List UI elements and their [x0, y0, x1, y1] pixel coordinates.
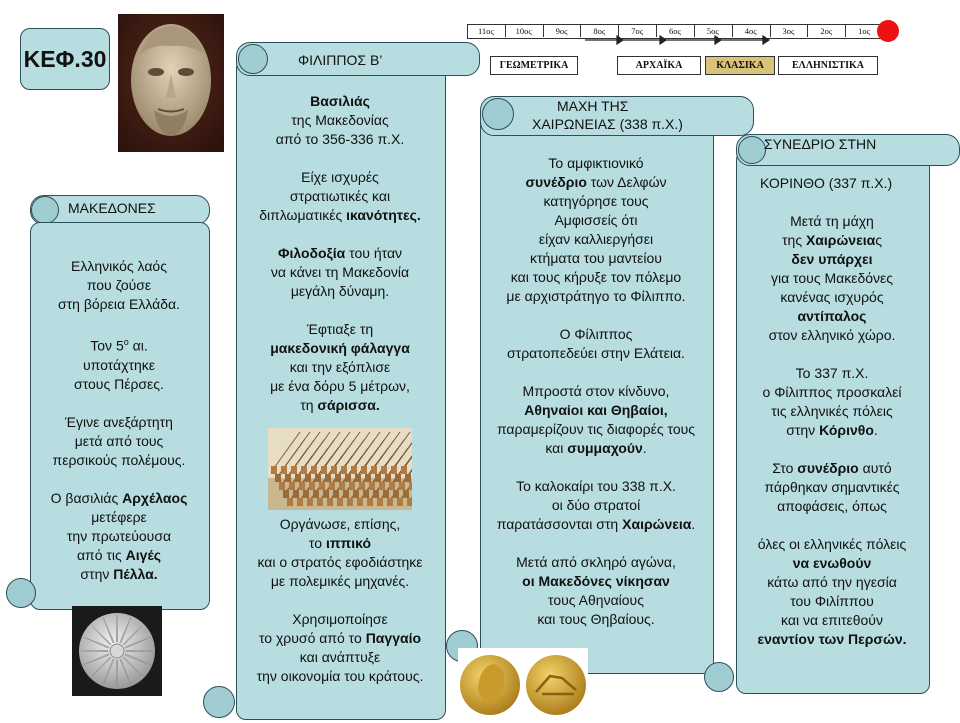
soldier: [349, 482, 355, 490]
soldier: [373, 490, 379, 498]
soldier: [337, 498, 343, 506]
soldier: [379, 482, 385, 490]
corinth-text: [736, 212, 928, 649]
soldier: [313, 490, 319, 498]
soldier: [363, 490, 369, 498]
timeline-century: 9ος: [543, 25, 582, 37]
soldier: [289, 482, 295, 490]
soldier: [391, 466, 397, 474]
chaeronea-line: οι δύο στρατοί: [551, 497, 641, 513]
soldier: [329, 482, 335, 490]
soldier: [377, 498, 383, 506]
corinth-line: Στο συνέδριο αυτό: [772, 460, 892, 476]
soldier: [403, 490, 409, 498]
philip-line: την οικονομία του κράτους.: [256, 668, 424, 684]
chaeronea-line: Αθηναίοι και Θηβαίοι,: [524, 402, 668, 418]
macedonians-line: την πρωτεύουσα: [66, 527, 172, 544]
soldier: [311, 466, 317, 474]
soldier: [297, 498, 303, 506]
soldier: [315, 474, 321, 482]
corinth-title-line1: ΣΥΝΕΔΡΙΟ ΣΤΗΝ: [764, 136, 877, 152]
philip-line: [236, 301, 444, 320]
chaeronea-line: συνέδριο των Δελφών: [525, 174, 667, 190]
era-geometric: ΓΕΩΜΕΤΡΙΚΑ: [490, 56, 578, 75]
corinth-line: ο Φίλιππος προσκαλεί: [762, 384, 902, 400]
timeline-century: 2ος: [807, 25, 846, 37]
chaeronea-title-line1: ΜΑΧΗ ΤΗΣ: [557, 98, 629, 114]
soldier: [317, 498, 323, 506]
soldier: [401, 466, 407, 474]
philip-line: και ανάπτυξε: [299, 649, 381, 665]
macedonians-line: [30, 470, 208, 489]
soldier: [355, 474, 361, 482]
soldier: [395, 474, 401, 482]
soldier: [283, 490, 289, 498]
era-archaic: ΑΡΧΑΪΚΑ: [617, 56, 701, 75]
macedonians-text: [30, 257, 208, 584]
soldier: [271, 466, 277, 474]
soldier: [385, 474, 391, 482]
soldier: [399, 482, 405, 490]
corinth-title-line2: ΚΟΡΙΝΘΟ (337 π.Χ.): [760, 175, 893, 191]
soldier: [325, 474, 331, 482]
soldier: [347, 498, 353, 506]
philip-line: [236, 225, 444, 244]
soldier: [405, 474, 411, 482]
timeline-century: 4ος: [732, 25, 771, 37]
corinth-line: Μετά τη μάχη: [790, 213, 874, 229]
soldier: [381, 466, 387, 474]
macedonians-line: Τον $5^o$ αι.: [90, 337, 148, 354]
timeline-century: 3ος: [770, 25, 809, 37]
philip-line: Βασιλιάς: [310, 93, 370, 109]
vergina-sun-image: [72, 606, 162, 696]
philip-line: Έφτιαξε τη: [306, 321, 374, 337]
soldier: [319, 482, 325, 490]
soldier: [291, 466, 297, 474]
corinth-line: της Χαιρώνειας: [782, 232, 882, 248]
soldier: [351, 466, 357, 474]
soldier: [343, 490, 349, 498]
corinth-line: [736, 440, 928, 459]
soldier: [293, 490, 299, 498]
philip-line: και την εξόπλισε: [289, 359, 391, 375]
soldier: [307, 498, 313, 506]
corinth-line: αντίπαλος: [797, 308, 867, 324]
soldier: [371, 466, 377, 474]
philip-line: [236, 591, 444, 610]
timeline-century: 10ος: [505, 25, 544, 37]
soldier: [407, 498, 412, 506]
chaeronea-line: κτήματα του μαντείου: [530, 250, 662, 266]
corinth-line: κανένας ισχυρός: [780, 289, 884, 305]
philip-text-top: [236, 92, 444, 415]
chaeronea-line: Μετά από σκληρό αγώνα,: [516, 554, 676, 570]
corinth-line: αποφάσεις, όπως: [777, 498, 887, 514]
chaeronea-line: παραμερίζουν τις διαφορές τους: [496, 421, 696, 437]
macedonians-line: από τις Αιγές: [76, 546, 162, 563]
philip-line: και ο στρατός εφοδιάστηκε: [257, 554, 423, 570]
macedonians-line: στη βόρεια Ελλάδα.: [58, 296, 180, 312]
soldier: [361, 466, 367, 474]
soldier: [299, 482, 305, 490]
soldier: [323, 490, 329, 498]
corinth-line: [736, 345, 928, 364]
chaeronea-line: Αμφισσείς ότι: [554, 212, 638, 228]
macedonians-line: Ο βασιλιάς Αρχέλαος: [50, 489, 188, 506]
chaeronea-line: και τους Θηβαίους.: [537, 611, 655, 627]
philip-title: ΦΙΛΙΠΠΟΣ Β’: [298, 52, 383, 68]
philip-line: στρατιωτικές και: [289, 188, 391, 204]
chapter-label: ΚΕΦ.30: [23, 45, 107, 72]
timeline-century: 5ος: [694, 25, 733, 37]
soldier: [305, 474, 311, 482]
timeline-century: 7ος: [618, 25, 657, 37]
chaeronea-line: τους Αθηναίους: [548, 592, 644, 608]
soldier: [331, 466, 337, 474]
era-hellenistic: ΕΛΛΗΝΙΣΤΙΚΑ: [778, 56, 878, 75]
philip-line: διπλωματικές ικανότητες.: [259, 207, 421, 223]
chaeronea-title-line2: ΧΑΙΡΩΝΕΙΑΣ (338 π.Χ.): [532, 116, 683, 132]
macedonians-line: στους Πέρσες.: [74, 375, 164, 392]
corinth-line: τις ελληνικές πόλεις: [771, 403, 893, 419]
soldier: [333, 490, 339, 498]
corinth-curl-icon: [738, 136, 766, 164]
chaeronea-line: Μπροστά στον κίνδυνο,: [522, 383, 670, 399]
philip-line: το ιππικό: [308, 535, 372, 551]
corinth-line: [736, 516, 928, 535]
corinth-line: και να επιτεθούν: [781, 612, 883, 628]
timeline-century: 1ος: [858, 26, 871, 36]
philip-line: της Μακεδονίας: [291, 112, 389, 128]
chaeronea-line: [480, 306, 712, 325]
corinth-line: Το 337 π.Χ.: [795, 365, 869, 381]
chaeronea-line: [480, 363, 712, 382]
chapter-box: [20, 28, 110, 90]
philip-line: το χρυσό από το Παγγαίο: [258, 630, 422, 646]
philip-line: με ένα δόρυ 5 μέτρων,: [270, 378, 410, 394]
corinth-line: του Φιλίππου: [790, 593, 874, 609]
soldier: [375, 474, 381, 482]
macedonians-line: που ζούσε: [86, 277, 152, 293]
philip-bottom-curl-icon: [203, 686, 235, 718]
philip-line: τη σάρισσα.: [300, 397, 380, 413]
soldier: [285, 474, 291, 482]
philip-line: να κάνει τη Μακεδονία: [270, 264, 410, 280]
corinth-line: δεν υπάρχει: [791, 251, 873, 267]
timeline-century: 6ος: [656, 25, 695, 37]
macedonians-title: ΜΑΚΕΔΟΝΕΣ: [68, 200, 156, 216]
chaeronea-line: [480, 458, 712, 477]
philip-text-bottom: [236, 515, 444, 686]
chaeronea-line: με αρχιστράτηγο το Φίλιππο.: [506, 288, 686, 304]
soldier: [397, 498, 403, 506]
soldier: [295, 474, 301, 482]
philip-line: Οργάνωσε, επίσης,: [279, 516, 401, 532]
chaeronea-curl-icon: [482, 98, 514, 130]
philip-line: Είχε ισχυρές: [301, 169, 379, 185]
macedonians-line: [30, 394, 208, 413]
timeline-marker: [877, 20, 899, 42]
chaeronea-line: παρατάσσονται στη Χαιρώνεια.: [496, 516, 696, 532]
timeline-arrows: [467, 34, 887, 48]
macedonians-line: υποτάχτηκε: [82, 356, 156, 373]
soldier: [357, 498, 363, 506]
macedonians-line: Έγινε ανεξάρτητη: [65, 413, 173, 430]
era-classical: ΚΛΑΣΙΚΑ: [705, 56, 775, 75]
timeline-century: 11ος: [467, 25, 506, 37]
soldier: [353, 490, 359, 498]
macedonians-line: μετέφερε: [91, 508, 147, 525]
corinth-line: στην Κόρινθο.: [786, 422, 878, 438]
macedonians-curl-icon: [31, 196, 59, 224]
philip-line: από το 356-336 π.Χ.: [275, 131, 405, 147]
soldier: [339, 482, 345, 490]
chaeronea-line: είχαν καλλιεργήσει: [538, 231, 654, 247]
soldier: [309, 482, 315, 490]
gold-coins-image: [458, 648, 588, 718]
soldier: [387, 498, 393, 506]
philip-curl-icon: [238, 44, 268, 74]
chaeronea-line: οι Μακεδόνες νίκησαν: [522, 573, 670, 589]
corinth-line: να ενωθούν: [792, 555, 872, 571]
soldier: [409, 482, 412, 490]
soldier: [341, 466, 347, 474]
soldier: [301, 466, 307, 474]
corinth-line: για τους Μακεδόνες: [770, 270, 894, 286]
macedonians-line: [30, 314, 208, 333]
corinth-line: στον ελληνικό χώρο.: [768, 327, 896, 343]
timeline-century: 8ος: [580, 25, 619, 37]
chaeronea-line: και συμμαχούν.: [545, 440, 647, 456]
soldier: [389, 482, 395, 490]
soldier: [279, 482, 285, 490]
philip-bust-image: [118, 14, 224, 152]
chaeronea-line: Το αμφικτιονικό: [548, 155, 644, 171]
philip-line: [236, 149, 444, 168]
soldier: [367, 498, 373, 506]
soldier: [383, 490, 389, 498]
macedonians-line: στην Πέλλα.: [80, 565, 158, 582]
soldier: [369, 482, 375, 490]
soldier: [365, 474, 371, 482]
soldier: [359, 482, 365, 490]
philip-line: με πολεμικές μηχανές.: [270, 573, 410, 589]
macedonians-line: Ελληνικός λαός: [71, 258, 167, 274]
chaeronea-text: [480, 154, 712, 629]
chaeronea-line: στρατοπεδεύει στην Ελάτεια.: [507, 345, 685, 361]
philip-line: μεγάλη δύναμη.: [290, 283, 390, 299]
soldier: [321, 466, 327, 474]
soldier: [281, 466, 287, 474]
soldier: [275, 474, 281, 482]
phalanx-image: [268, 428, 412, 510]
macedonians-line: μετά από τους: [74, 432, 164, 449]
chaeronea-line: και τους κήρυξε τον πόλεμο: [510, 269, 682, 285]
chaeronea-line: κατηγόρησε τους: [543, 193, 649, 209]
chaeronea-line: Το καλοκαίρι του 338 π.Χ.: [516, 478, 676, 494]
corinth-line: κάτω από την ηγεσία: [767, 574, 897, 590]
philip-line: Φιλοδοξία του ήταν: [277, 245, 403, 261]
corinth-line: όλες οι ελληνικές πόλεις: [757, 536, 907, 552]
chaeronea-line: Ο Φίλιππος: [559, 326, 633, 342]
corinth-line: εναντίον των Περσών.: [757, 631, 907, 647]
soldier: [303, 490, 309, 498]
chaeronea-line: [480, 534, 712, 553]
philip-line: Χρησιμοποίησε: [292, 611, 388, 627]
corinth-line: πάρθηκαν σημαντικές: [764, 479, 900, 495]
corinth-bottom-curl-icon: [704, 662, 734, 692]
soldier: [335, 474, 341, 482]
philip-line: μακεδονική φάλαγγα: [270, 340, 410, 356]
macedonians-line: περσικούς πολέμους.: [52, 451, 186, 468]
soldier: [327, 498, 333, 506]
soldier: [345, 474, 351, 482]
soldier: [393, 490, 399, 498]
soldier: [287, 498, 293, 506]
